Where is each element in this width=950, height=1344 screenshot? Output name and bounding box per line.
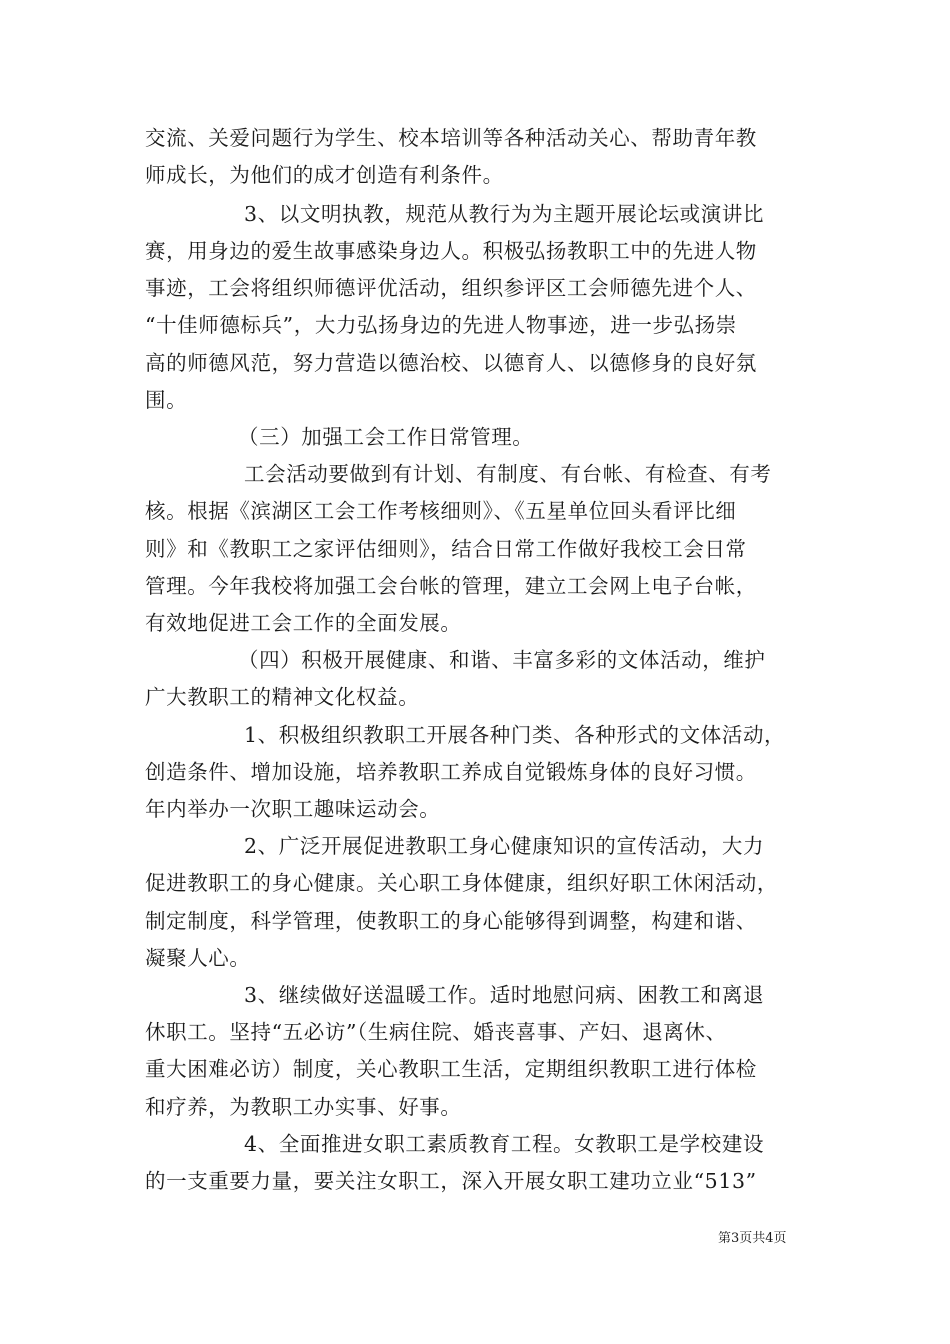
text-line: 创造条件、增加设施，培养教职工养成自觉锻炼身体的良好习惯。 [145, 760, 757, 784]
text-line: 围。 [145, 388, 188, 412]
text-line: 核。根据《滨湖区工会工作考核细则》、《五星单位回头看评比细 [145, 499, 737, 523]
section-heading: （四）积极开展健康、和谐、丰富多彩的文体活动，维护 [238, 648, 766, 672]
text-line: 交流、关爱问题行为学生、校本培训等各种活动关心、帮助青年教 [145, 126, 757, 150]
text-line: 促进教职工的身心健康。关心职工身体健康，组织好职工休闲活动， [145, 871, 778, 895]
text-line: “十佳师德标兵”，大力弘扬身边的先进人物事迹，进一步弘扬崇 [145, 313, 737, 337]
text-line: 重大困难必访）制度，关心教职工生活，定期组织教职工进行体检 [145, 1057, 757, 1081]
text-line: 广大教职工的精神文化权益。 [145, 685, 420, 709]
section-heading: （三）加强工会工作日常管理。 [238, 425, 534, 449]
text-line: 休职工。坚持“五必访”（生病住院、婚丧喜事、产妇、退离休、 [145, 1020, 727, 1044]
text-line: 工会活动要做到有计划、有制度、有台帐、有检查、有考 [244, 462, 772, 486]
text-line: 2、广泛开展促进教职工身心健康知识的宣传活动，大力 [244, 834, 765, 858]
text-line: 师成长，为他们的成才创造有利条件。 [145, 163, 504, 187]
text-line: 凝聚人心。 [145, 946, 251, 970]
text-line: 3、继续做好送温暖工作。适时地慰问病、困教工和离退 [244, 983, 765, 1007]
text-line: 管理。今年我校将加强工会台帐的管理，建立工会网上电子台帐， [145, 574, 757, 598]
page-number: 第3页共4页 [718, 1231, 787, 1246]
text-line: 则》和《教职工之家评估细则》，结合日常工作做好我校工会日常 [145, 537, 747, 561]
text-line: 和疗养，为教职工办实事、好事。 [145, 1095, 462, 1119]
text-line: 年内举办一次职工趣味运动会。 [145, 797, 441, 821]
text-line: 有效地促进工会工作的全面发展。 [145, 611, 462, 635]
text-line: 事迹，工会将组织师德评优活动，组织参评区工会师德先进个人、 [145, 276, 757, 300]
text-line: 4、全面推进女职工素质教育工程。女教职工是学校建设 [244, 1132, 765, 1156]
text-line: 3、以文明执教，规范从教行为为主题开展论坛或演讲比 [244, 202, 765, 226]
text-line: 的一支重要力量，要关注女职工，深入开展女职工建功立业“513” [145, 1169, 757, 1193]
text-line: 1、积极组织教职工开展各种门类、各种形式的文体活动， [244, 723, 786, 747]
text-line: 赛，用身边的爱生故事感染身边人。积极弘扬教职工中的先进人物 [145, 239, 757, 263]
text-line: 制定制度，科学管理，使教职工的身心能够得到调整，构建和谐、 [145, 909, 757, 933]
text-line: 高的师德风范，努力营造以德治校、以德育人、以德修身的良好氛 [145, 351, 757, 375]
